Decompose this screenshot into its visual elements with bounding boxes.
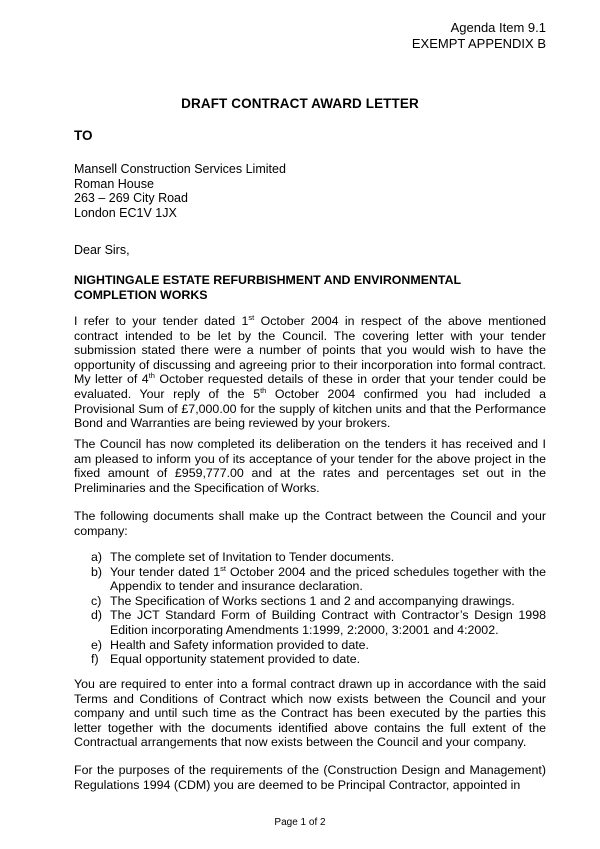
list-item: f) Equal opportunity statement provided to date.	[91, 652, 361, 667]
subject-heading: NIGHTINGALE ESTATE REFURBISHMENT AND ENVIRONMENTAL COMPLETION WORKS	[74, 273, 461, 302]
page-header	[412, 20, 546, 52]
paragraph-cdm-regulations: For the purposes of the requirements of the (Construction Design and Management) Regulations 1994 (CDM) you are deemed to be Principal Contractor, appointed in	[74, 763, 546, 792]
contract-documents-list	[91, 550, 546, 667]
list-marker: d)	[91, 608, 103, 623]
address-line: London EC1V 1JX	[74, 205, 177, 220]
paragraph-acceptance: The Council has now completed its deliberation on the tenders it has received and I am pleased to inform you of its acceptance of your tender for the above project in the fixed amount of £959,777.00 and at the rates and percentages set out in the Preliminaries and the Specification of Works.	[74, 437, 546, 495]
paragraph-tender-reference: I refer to your tender dated 1st October 2004 in respect of the above mentioned contract intended to be let by the Council. The covering letter with your tender submission stated there were a number of points that you would wish to have the opportunity of discussing and agreeing prior to their incorporation into formal contract. My letter of 4th October requested details of these in order that your tender could be evaluated. Your reply of the 5th October 2004 confirmed you had included a Provisional Sum of £7,000.00 for the supply of kitchen units and that the Performance Bond and Warranties are being reviewed by your brokers.	[74, 313, 546, 431]
list-item: e) Health and Safety information provided to date.	[91, 637, 369, 652]
list-marker: c)	[91, 593, 102, 608]
paragraph-contract-documents-intro: The following documents shall make up the Contract between the Council and your company:	[74, 509, 546, 538]
address-line: 263 – 269 City Road	[74, 191, 188, 205]
list-marker: b)	[91, 564, 103, 579]
appendix-label: EXEMPT APPENDIX B	[411, 36, 546, 51]
list-item: d) The JCT Standard Form of Building Contract with Contractor’s Design 1998 Edition incorporating Amendments 1:1999, 2:2000, 3:2001 and 4:2002.	[91, 608, 546, 637]
list-item: a) The complete set of Invitation to Tender documents.	[91, 550, 395, 564]
list-marker: a)	[91, 550, 103, 564]
salutation: Dear Sirs,	[74, 243, 130, 257]
agenda-item-label: Agenda Item 9.1	[450, 20, 546, 35]
list-item: b) Your tender dated 1st October 2004 and the priced schedules together with the Appendix to tender and insurance declaration.	[91, 563, 546, 594]
list-item: c) The Specification of Works sections 1 and 2 and accompanying drawings.	[91, 593, 515, 608]
to-label: TO	[74, 128, 93, 143]
document-title: DRAFT CONTRACT AWARD LETTER	[181, 96, 419, 111]
address-line: Roman House	[74, 176, 154, 191]
page-number: Page 1 of 2	[274, 817, 326, 828]
address-line: Mansell Construction Services Limited	[74, 162, 286, 176]
paragraph-formal-contract: You are required to enter into a formal contract drawn up in accordance with the said Terms and Conditions of Contract which now exists between the Council and your company and until such time as the Contract has been executed by the parties this letter together with the documents identified above contains the full extent of the Contractual arrangements that now exists between the Council and your company.	[74, 677, 546, 750]
list-marker: e)	[91, 637, 103, 652]
recipient-address	[74, 162, 286, 220]
list-marker: f)	[91, 652, 99, 667]
